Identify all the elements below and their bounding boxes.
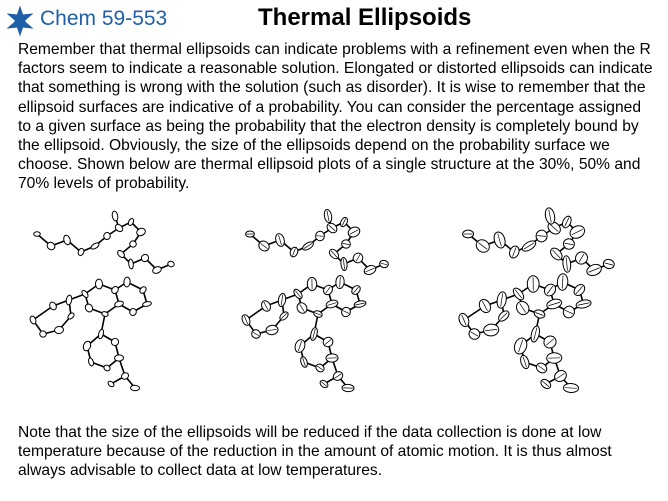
atom-ellipsoid bbox=[63, 234, 72, 245]
bond bbox=[33, 306, 53, 320]
atom-ellipsoid bbox=[129, 307, 138, 316]
atom-ellipsoid bbox=[124, 277, 131, 287]
atom-ellipsoid bbox=[114, 355, 123, 362]
atom-ellipsoid bbox=[111, 211, 118, 222]
atom-ellipsoid bbox=[167, 261, 175, 268]
ellipsoid-plot-70 bbox=[445, 206, 660, 421]
atom-ellipsoid bbox=[66, 295, 73, 306]
atom-ellipsoid bbox=[98, 329, 105, 340]
atom-ellipsoid bbox=[95, 279, 102, 289]
atom-ellipsoid bbox=[84, 303, 94, 314]
ellipsoid-plot-50 bbox=[228, 206, 428, 421]
atom-ellipsoid bbox=[54, 326, 64, 334]
atom-ellipsoid bbox=[110, 337, 120, 347]
atom-ellipsoid bbox=[110, 285, 119, 295]
atom-ellipsoid bbox=[142, 301, 152, 307]
ellipsoid-plot-30 bbox=[15, 206, 215, 421]
atom-ellipsoid bbox=[103, 232, 110, 240]
atom-ellipsoid bbox=[107, 380, 115, 388]
note-paragraph: Note that the size of the ellipsoids will be reduced if the data collection is done at low temperature because of the reduction in the amount of atomic motion. It is thus almost always advisable to collect data at low temperatures. bbox=[18, 424, 612, 480]
atom-ellipsoid bbox=[114, 223, 124, 233]
atom-ellipsoid bbox=[29, 315, 37, 325]
atom-ellipsoid bbox=[48, 301, 57, 311]
course-label: Chem 59-553 bbox=[40, 7, 168, 30]
atom-ellipsoid bbox=[90, 242, 100, 251]
atom-ellipsoid bbox=[128, 259, 134, 269]
atom-ellipsoid bbox=[130, 385, 139, 391]
atom-ellipsoid bbox=[34, 232, 41, 237]
atom-ellipsoid bbox=[82, 340, 92, 352]
atom-ellipsoid bbox=[139, 285, 148, 294]
atom-ellipsoid bbox=[129, 240, 137, 247]
snowflake-icon bbox=[3, 5, 37, 37]
atom-ellipsoid bbox=[88, 357, 95, 366]
atom-ellipsoid bbox=[81, 289, 90, 298]
intro-paragraph: Remember that thermal ellipsoids can indicate problems with a refinement even when the R factors seem to indicate a reasonable solution. Elongated or distorted ellipsoids can indicate that something is wrong with the solution (such as disorder). It is wise to remember that the ellipsoid surfaces are indicative of a probability. You can consider the percentage assigned to a given surface as being the probability that the electron density is completely bound by the ellipsoid. Obviously, the size of the ellipsoids depend on the probability surface we choose. Shown below are thermal ellipsoid plots of a single structure at the 30%, 50% and 70% levels of probability. bbox=[18, 41, 653, 193]
page-title: Thermal Ellipsoids bbox=[258, 4, 472, 31]
